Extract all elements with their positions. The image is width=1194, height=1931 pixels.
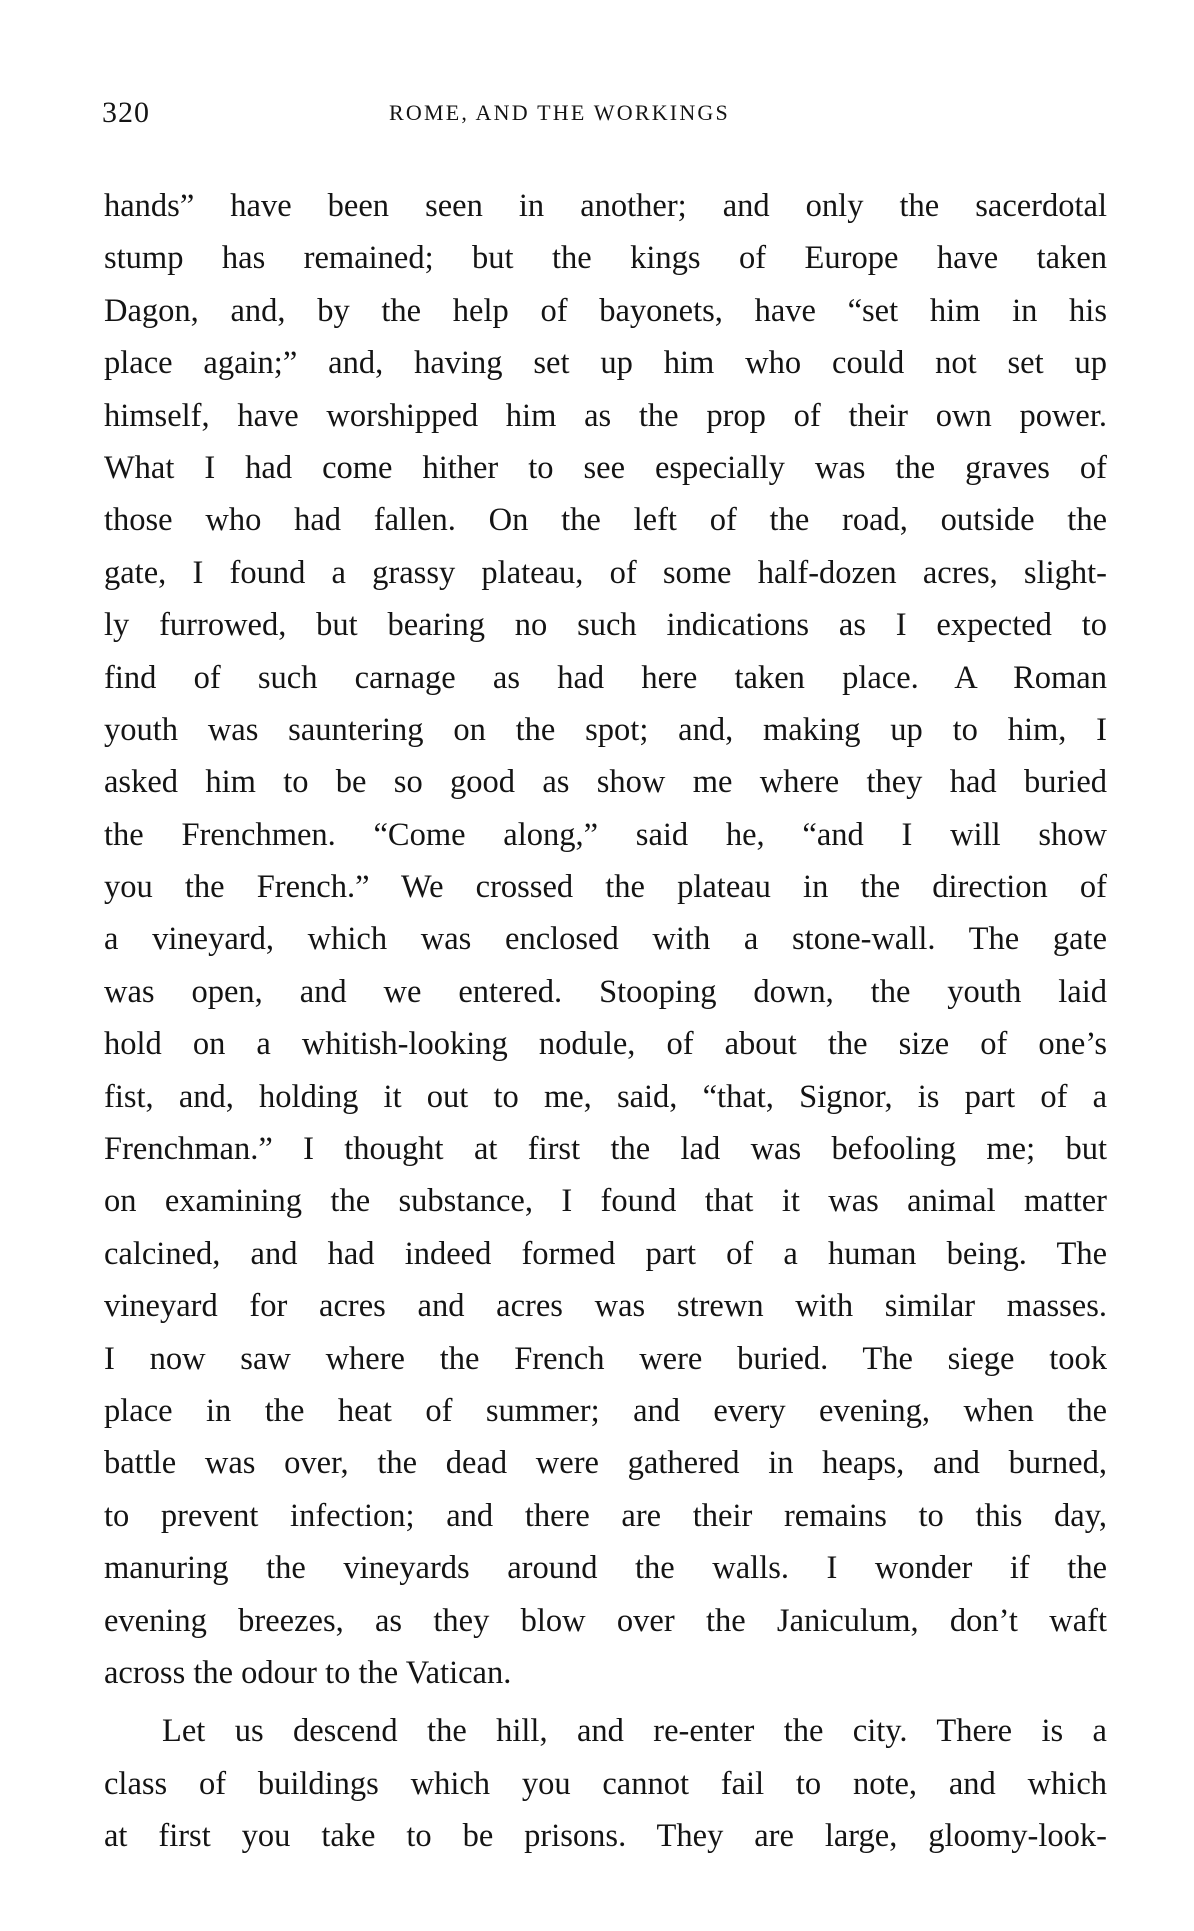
text-line: ly furrowed, but bearing no such indications as I expected to <box>104 607 1107 644</box>
text-line: the Frenchmen. “Come along,” said he, “and I will show <box>104 816 1107 853</box>
text-line: youth was sauntering on the spot; and, making up to him, I <box>104 711 1107 748</box>
running-title: ROME, AND THE WORKINGS <box>389 100 730 125</box>
text-line: those who had fallen. On the left of the road, outside the <box>104 502 1107 539</box>
text-line: hands” have been seen in another; and only the sacerdotal <box>104 188 1107 224</box>
paragraph-1 <box>104 180 1107 1699</box>
text-line: himself, have worshipped him as the prop of their own power. <box>104 397 1107 434</box>
page-number: 320 <box>102 96 150 129</box>
text-line: at first you take to be prisons. They are large, gloomy-look- <box>104 1818 1107 1855</box>
text-line: place again;” and, having set up him who could not set up <box>104 345 1107 382</box>
text-line: Dagon, and, by the help of bayonets, have “set him in his <box>104 292 1107 329</box>
text-line: find of such carnage as had here taken place. A Roman <box>104 659 1107 696</box>
text-line: battle was over, the dead were gathered in heaps, and burned, <box>104 1445 1107 1482</box>
text-line: on examining the substance, I found that it was animal matter <box>104 1183 1107 1220</box>
text-line: I now saw where the French were buried. The siege took <box>104 1340 1107 1377</box>
text-line: vineyard for acres and acres was strewn with similar masses. <box>104 1288 1107 1325</box>
text-line: asked him to be so good as show me where they had buried <box>104 764 1107 801</box>
text-line: a vineyard, which was enclosed with a stone-wall. The gate <box>104 921 1107 958</box>
text-line: Frenchman.” I thought at first the lad was befooling me; but <box>104 1131 1107 1168</box>
text-line: place in the heat of summer; and every evening, when the <box>104 1392 1107 1429</box>
text-line: evening breezes, as they blow over the Janiculum, don’t waft <box>104 1602 1107 1639</box>
text-line: class of buildings which you cannot fail to note, and which <box>104 1765 1107 1802</box>
paragraph-2 <box>104 1705 1107 1862</box>
text-line: stump has remained; but the kings of Europe have taken <box>104 240 1107 277</box>
text-line: across the odour to the Vatican. <box>104 1654 512 1691</box>
text-line: hold on a whitish-looking nodule, of about the size of one’s <box>104 1026 1107 1063</box>
body-text <box>104 180 1107 1863</box>
text-line: to prevent infection; and there are their remains to this day, <box>104 1497 1107 1534</box>
text-line: you the French.” We crossed the plateau in the direction of <box>104 869 1107 906</box>
text-line: calcined, and had indeed formed part of a human being. The <box>104 1235 1107 1272</box>
running-head <box>102 96 1102 136</box>
text-line: manuring the vineyards around the walls. I wonder if the <box>104 1550 1107 1587</box>
text-line: gate, I found a grassy plateau, of some half-dozen acres, slight- <box>104 554 1107 591</box>
text-line: fist, and, holding it out to me, said, “that, Signor, is part of a <box>104 1078 1107 1115</box>
text-line: was open, and we entered. Stooping down, the youth laid <box>104 973 1107 1010</box>
text-line: Let us descend the hill, and re-enter the city. There is a <box>162 1713 1107 1750</box>
text-line: What I had come hither to see especially was the graves of <box>104 449 1107 486</box>
